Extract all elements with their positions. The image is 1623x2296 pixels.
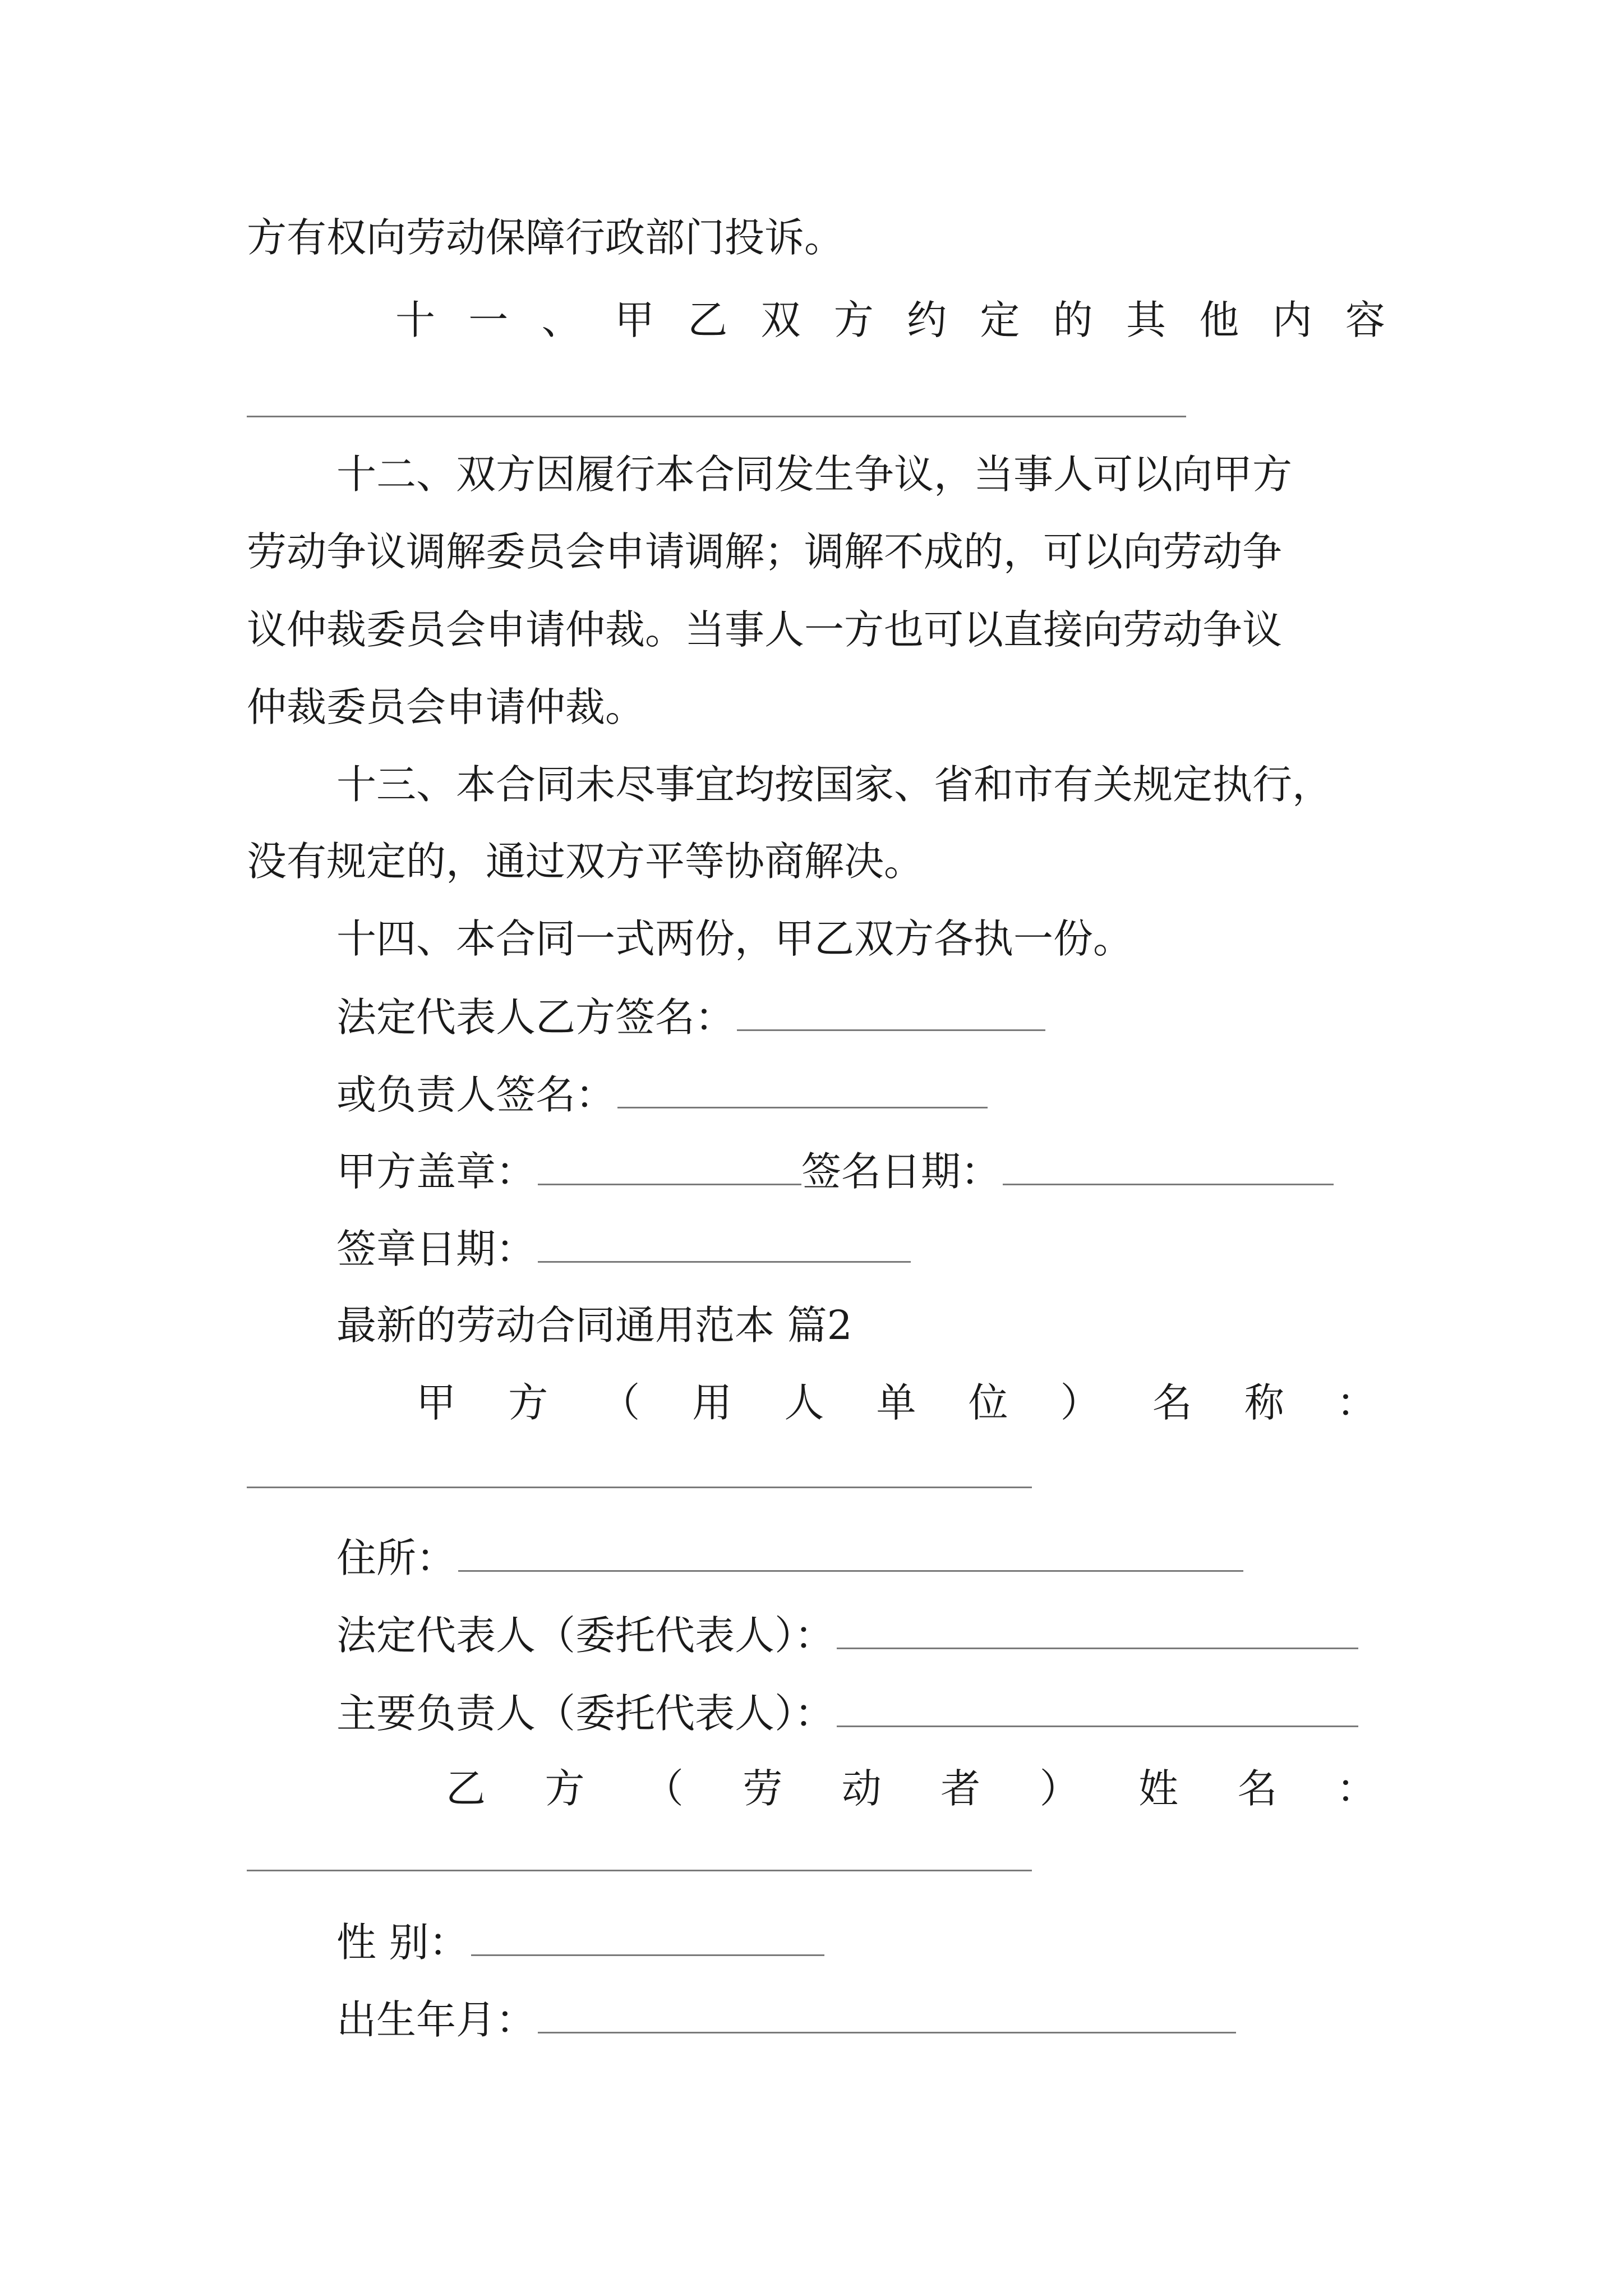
clause-11-heading	[395, 297, 1385, 343]
spaced-char: 单	[876, 1379, 916, 1426]
spaced-char: 方	[508, 1379, 548, 1426]
field-label: 出生年月：	[336, 1996, 536, 2043]
field-row	[336, 1690, 1358, 1737]
spaced-char: 名	[1152, 1379, 1192, 1426]
field-label: 住所：	[336, 1535, 457, 1581]
field-label: 或负责人签名：	[336, 1071, 616, 1118]
fill-in-blank	[538, 1151, 801, 1185]
spaced-char: 劳	[743, 1765, 783, 1812]
field-label: 法定代表人乙方签名：	[336, 994, 735, 1041]
field-label: 甲方盖章：	[336, 1148, 536, 1195]
spaced-char: ）	[1060, 1379, 1100, 1426]
spaced-char: 称	[1244, 1379, 1284, 1426]
signature-line	[336, 1148, 1334, 1195]
fill-in-blank	[837, 1614, 1358, 1649]
spaced-char: 者	[940, 1765, 981, 1812]
fill-in-blank	[538, 1999, 1236, 2033]
fill-in-blank	[471, 1921, 824, 1956]
spaced-char: （	[643, 1765, 684, 1812]
section-title: 最新的劳动合同通用范本 篇2	[336, 1302, 852, 1349]
field-label: 主要负责人（委托代表人）：	[336, 1690, 834, 1737]
spaced-char: 的	[1053, 297, 1093, 343]
fill-in-blank	[247, 1487, 1032, 1488]
spaced-char: ：	[1336, 1765, 1376, 1812]
fill-in-blank	[458, 1537, 1243, 1572]
spaced-char: 双	[760, 297, 801, 343]
field-label: 性 别：	[336, 1919, 469, 1966]
spaced-char: 方	[545, 1765, 585, 1812]
fill-in-blank	[617, 1074, 988, 1108]
text-line: 仲裁委员会申请仲裁。	[247, 684, 645, 730]
signature-line	[336, 994, 1045, 1041]
party-b-name-label	[446, 1765, 1376, 1812]
spaced-char: 十	[395, 297, 436, 343]
field-label: 签章日期：	[336, 1226, 536, 1272]
spaced-char: 一	[468, 297, 509, 343]
spaced-char: 乙	[446, 1765, 486, 1812]
field-label: 法定代表人（委托代表人）：	[336, 1612, 834, 1659]
text-line: 方有权向劳动保障行政部门投诉。	[247, 214, 845, 261]
signature-line	[336, 1071, 988, 1118]
spaced-char: 名	[1237, 1765, 1278, 1812]
text-line: 没有规定的，通过双方平等协商解决。	[247, 838, 924, 885]
spaced-char: 他	[1199, 297, 1239, 343]
text-line: 十三、本合同未尽事宜均按国家、省和市有关规定执行，	[336, 761, 1332, 808]
spaced-char: 姓	[1138, 1765, 1179, 1812]
text-line: 议仲裁委员会申请仲裁。当事人一方也可以直接向劳动争议	[247, 606, 1283, 653]
spaced-char: 容	[1345, 297, 1385, 343]
fill-in-blank	[247, 416, 1186, 417]
field-row	[336, 1612, 1358, 1659]
fill-in-blank	[1003, 1151, 1334, 1185]
spaced-char: 甲	[416, 1379, 457, 1426]
field-label: 签名日期：	[801, 1148, 1001, 1195]
spaced-char: 甲	[614, 297, 654, 343]
fill-in-blank	[247, 1870, 1032, 1871]
text-line: 十二、双方因履行本合同发生争议，当事人可以向甲方	[336, 451, 1293, 498]
spaced-char: 内	[1272, 297, 1312, 343]
text-line: 劳动争议调解委员会申请调解；调解不成的，可以向劳动争	[247, 528, 1283, 575]
field-row	[336, 1535, 1243, 1581]
field-row	[336, 1996, 1236, 2043]
spaced-char: 定	[980, 297, 1020, 343]
spaced-char: 动	[841, 1765, 882, 1812]
spaced-char: 约	[907, 297, 947, 343]
field-row	[336, 1919, 824, 1966]
text-line: 十四、本合同一式两份，甲乙双方各执一份。	[336, 915, 1133, 962]
fill-in-blank	[538, 1228, 911, 1263]
spaced-char: 位	[968, 1379, 1008, 1426]
spaced-char: 其	[1126, 297, 1166, 343]
spaced-char: ：	[1336, 1379, 1376, 1426]
signature-line	[336, 1226, 911, 1272]
spaced-char: 乙	[688, 297, 728, 343]
fill-in-blank	[837, 1692, 1358, 1727]
party-a-name-label	[416, 1379, 1376, 1426]
spaced-char: 方	[833, 297, 874, 343]
spaced-char: 人	[784, 1379, 824, 1426]
spaced-char: （	[600, 1379, 640, 1426]
spaced-char: 用	[692, 1379, 732, 1426]
spaced-char: ）	[1039, 1765, 1080, 1812]
fill-in-blank	[737, 996, 1045, 1031]
spaced-char: 、	[541, 297, 582, 343]
